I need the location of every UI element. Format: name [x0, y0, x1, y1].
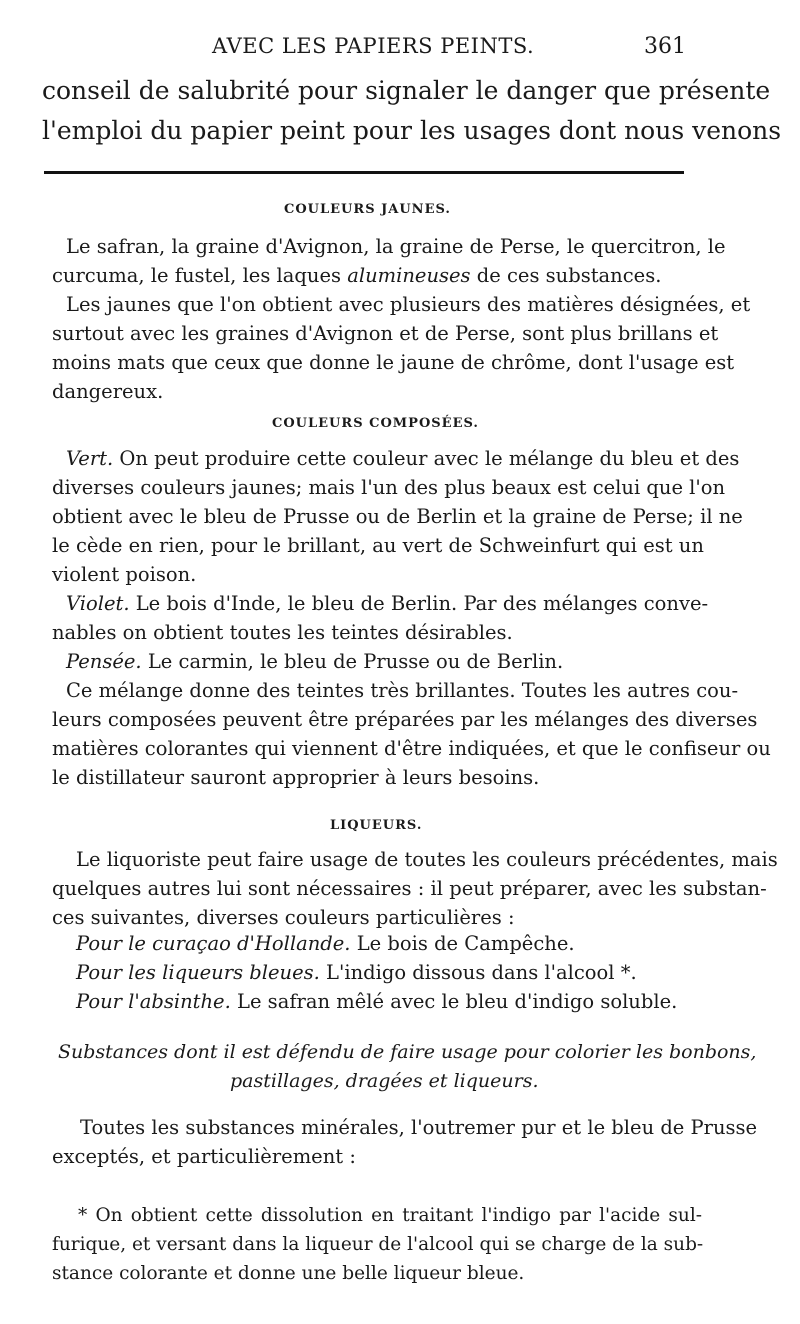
intro-line-1: conseil de salubrité pour signaler le danger que présente — [42, 76, 771, 105]
text-line: nables on obtient toutes les teintes désirables. — [52, 621, 513, 644]
label-pensee: Pensée. — [66, 650, 142, 673]
text-line: Toutes les substances minérales, l'outremer pur et le bleu de Prusse — [80, 1116, 758, 1139]
text-line: surtout avec les graines d'Avignon et de Perse, sont plus brillans et — [52, 322, 719, 345]
text-line: Ce mélange donne des teintes très brillantes. Toutes les autres cou- — [66, 679, 739, 702]
paragraph-jaunes-2 — [52, 290, 751, 406]
paragraph-violet — [52, 589, 709, 647]
label-violet: Violet. — [66, 592, 130, 615]
text-line: ces suivantes, diverses couleurs particulières : — [52, 906, 515, 929]
text-line: obtient avec le bleu de Prusse ou de Berlin et la graine de Perse; il ne — [52, 505, 743, 528]
text-line: curcuma, le fustel, les laques alumineuses de ces substances. — [52, 264, 662, 287]
text-line: Pensée. Le carmin, le bleu de Prusse ou de Berlin. — [66, 650, 564, 673]
heading-substances-defendues-1: Substances dont il est défendu de faire usage pour colorier les bonbons, — [58, 1041, 757, 1063]
text-line: moins mats que ceux que donne le jaune de chrôme, dont l'usage est — [52, 351, 735, 374]
text-line: le cède en rien, pour le brillant, au vert de Schweinfurt qui est un — [52, 534, 704, 557]
footnote-line: furique, et versant dans la liqueur de l'alcool qui se charge de la sub- — [52, 1234, 704, 1255]
paragraph-vert — [52, 444, 743, 589]
text-line: le distillateur sauront approprier à leurs besoins. — [52, 766, 540, 789]
paragraph-liqueurs — [52, 845, 778, 932]
label-vert: Vert. — [66, 447, 114, 470]
heading-liqueurs: LIQUEURS. — [330, 818, 423, 833]
item-curacao: Pour le curaçao d'Hollande. Le bois de Campêche. — [76, 932, 575, 955]
footnote — [52, 1201, 702, 1288]
footnote-line: * On obtient cette dissolution en traitant l'indigo par l'acide sul- — [78, 1205, 702, 1226]
text-line: exceptés, et particulièrement : — [52, 1145, 356, 1168]
intro-line-2: l'emploi du papier peint pour les usages dont nous venons — [42, 116, 782, 145]
paragraph-jaunes-1 — [52, 232, 726, 290]
paragraph-melange — [52, 676, 771, 792]
page-number: 361 — [644, 34, 686, 59]
section-divider — [44, 171, 684, 174]
text-line: dangereux. — [52, 380, 164, 403]
text-line: quelques autres lui sont nécessaires : il peut préparer, avec les substan- — [52, 877, 767, 900]
text-line: Violet. Le bois d'Inde, le bleu de Berlin. Par des mélanges conve- — [66, 592, 709, 615]
text-line: matières colorantes qui viennent d'être indiquées, et que le confiseur ou — [52, 737, 771, 760]
paragraph-substances — [52, 1113, 758, 1171]
item-liqueurs-bleues: Pour les liqueurs bleues. L'indigo dissous dans l'alcool *. — [76, 961, 637, 984]
text-line: Le liquoriste peut faire usage de toutes les couleurs précédentes, mais — [76, 848, 778, 871]
running-header: AVEC LES PAPIERS PEINTS. — [212, 34, 535, 58]
item-absinthe: Pour l'absinthe. Le safran mêlé avec le bleu d'indigo soluble. — [76, 990, 678, 1013]
text-line: Vert. On peut produire cette couleur avec le mélange du bleu et des — [66, 447, 740, 470]
heading-couleurs-jaunes: COULEURS JAUNES. — [284, 202, 451, 217]
text-line: Les jaunes que l'on obtient avec plusieurs des matières désignées, et — [66, 293, 751, 316]
text-line: leurs composées peuvent être préparées par les mélanges des diverses — [52, 708, 758, 731]
paragraph-pensee — [52, 647, 702, 676]
heading-couleurs-composees: COULEURS COMPOSÉES. — [272, 416, 479, 431]
text-line: Le safran, la graine d'Avignon, la graine de Perse, le quercitron, le — [66, 235, 726, 258]
text-line: diverses couleurs jaunes; mais l'un des plus beaux est celui que l'on — [52, 476, 726, 499]
text-line: violent poison. — [52, 563, 197, 586]
heading-substances-defendues-2: pastillages, dragées et liqueurs. — [230, 1070, 539, 1092]
footnote-line: stance colorante et donne une belle liqueur bleue. — [52, 1263, 525, 1284]
